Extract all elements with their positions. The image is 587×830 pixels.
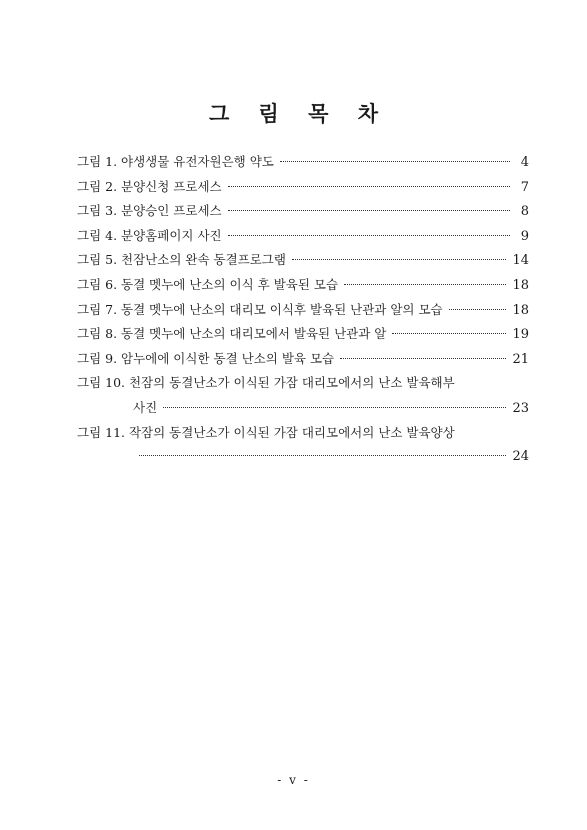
toc-entry-label: 그림 1. 야생생물 유전자원은행 약도 bbox=[77, 154, 274, 169]
toc-entry[interactable] bbox=[77, 175, 529, 200]
toc-entry-label: 그림 9. 암누에에 이식한 동결 난소의 발육 모습 bbox=[77, 350, 335, 366]
toc-entry-page: 24 bbox=[512, 449, 529, 465]
toc-entry-page: 21 bbox=[512, 351, 529, 367]
toc-entry-page: 18 bbox=[512, 277, 529, 293]
toc-entry-page: 23 bbox=[512, 400, 529, 416]
toc-entry-label: 그림 6. 동결 멧누에 난소의 이식 후 발육된 모습 bbox=[77, 276, 339, 292]
toc-entry[interactable] bbox=[77, 199, 529, 224]
toc-entry-page: 9 bbox=[520, 228, 529, 244]
toc-entry-label-continued: 사진 bbox=[133, 399, 158, 415]
toc-entry[interactable] bbox=[77, 248, 529, 273]
page-title: 그 림 목 차 bbox=[208, 101, 390, 126]
dot-leader bbox=[292, 259, 507, 260]
toc-entry-page: 7 bbox=[520, 179, 529, 195]
dot-leader bbox=[340, 358, 506, 359]
toc-entry[interactable] bbox=[77, 298, 529, 323]
figure-table-of-contents bbox=[77, 150, 529, 470]
dot-leader bbox=[344, 284, 506, 285]
toc-entry[interactable] bbox=[77, 224, 529, 249]
toc-entry[interactable] bbox=[77, 322, 529, 347]
toc-entry-page: 14 bbox=[512, 253, 529, 269]
toc-entry[interactable] bbox=[77, 371, 529, 420]
toc-entry[interactable] bbox=[77, 421, 529, 470]
toc-entry-label: 그림 7. 동결 멧누에 난소의 대리모 이식후 발육된 난관과 알의 모습 bbox=[77, 301, 443, 317]
toc-entry[interactable] bbox=[77, 347, 529, 372]
dot-leader bbox=[228, 186, 510, 187]
page-number-footer: - v - bbox=[277, 773, 310, 787]
dot-leader bbox=[280, 161, 510, 162]
toc-entry[interactable] bbox=[77, 150, 529, 175]
dot-leader bbox=[228, 235, 510, 236]
toc-entry-page: 18 bbox=[512, 302, 529, 318]
toc-entry-page: 4 bbox=[520, 155, 529, 170]
toc-entry[interactable] bbox=[77, 273, 529, 298]
dot-leader bbox=[163, 407, 506, 408]
toc-entry-label: 그림 8. 동결 멧누에 난소의 대리모에서 발육된 난관과 알 bbox=[77, 326, 387, 342]
toc-entry-label: 그림 2. 분양신청 프로세스 bbox=[77, 178, 222, 194]
toc-entry-page: 8 bbox=[520, 204, 529, 220]
toc-entry-label: 그림 10. 천잠의 동결난소가 이식된 가잠 대리모에서의 난소 발육해부 bbox=[77, 375, 455, 391]
dot-leader bbox=[392, 333, 506, 334]
toc-entry-label: 그림 4. 분양홈페이지 사진 bbox=[77, 227, 222, 243]
toc-entry-label: 그림 11. 작잠의 동결난소가 이식된 가잠 대리모에서의 난소 발육양상 bbox=[77, 424, 455, 440]
dot-leader bbox=[139, 455, 506, 456]
toc-entry-page: 19 bbox=[512, 327, 529, 343]
toc-entry-label: 그림 5. 천잠난소의 완속 동결프로그램 bbox=[77, 252, 286, 268]
dot-leader bbox=[449, 309, 507, 310]
toc-entry-label: 그림 3. 분양승인 프로세스 bbox=[77, 203, 222, 219]
dot-leader bbox=[228, 210, 510, 211]
